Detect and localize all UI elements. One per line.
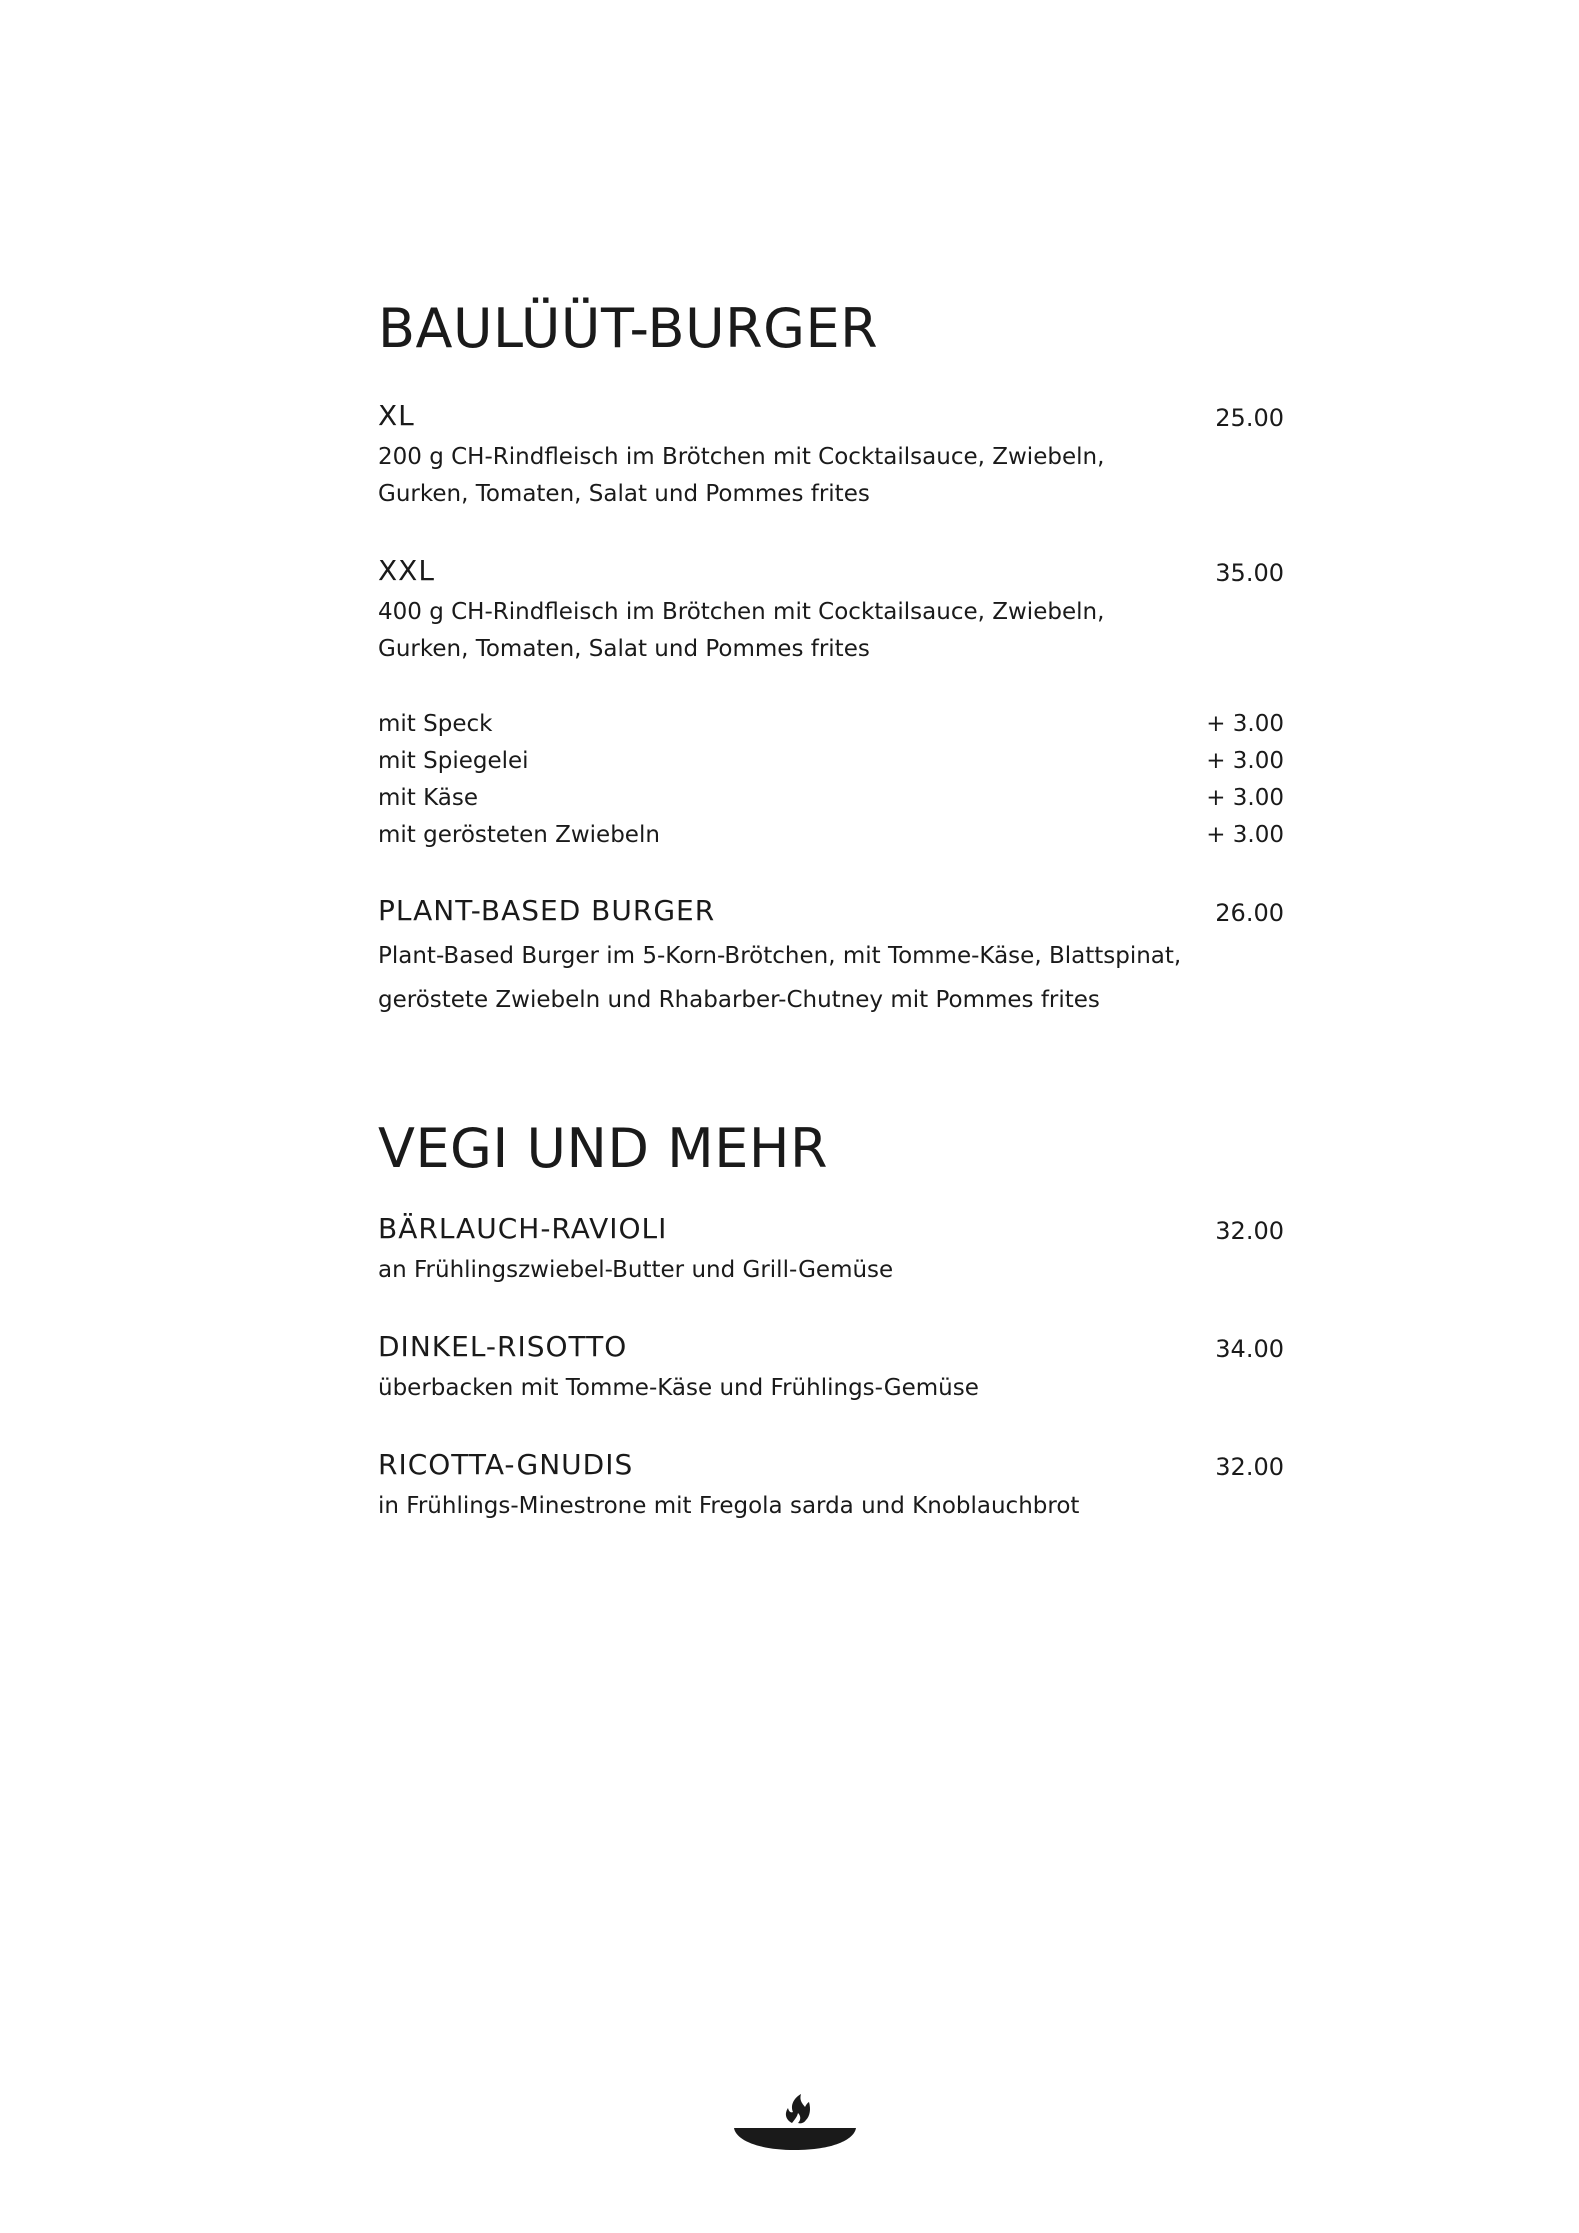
extra-name: mit Spiegelei xyxy=(378,748,529,774)
extra-option-zwiebeln xyxy=(378,824,1284,854)
item-description xyxy=(378,1488,1218,1525)
extra-price: + 3.00 xyxy=(1206,711,1284,737)
extra-option-speck xyxy=(378,713,1284,743)
item-description-line: Plant-Based Burger im 5-Korn-Brötchen, mit Tomme-Käse, Blattspinat, xyxy=(378,943,1182,969)
extra-name: mit gerösteten Zwiebeln xyxy=(378,822,660,848)
item-name: DINKEL-RISOTTO xyxy=(378,1330,628,1363)
item-name: PLANT-BASED BURGER xyxy=(378,894,716,927)
extra-price: + 3.00 xyxy=(1206,822,1284,848)
item-name: XL xyxy=(378,399,415,432)
item-description xyxy=(378,1370,1218,1407)
item-description-line: 400 g CH-Rindfleisch im Brötchen mit Cocktailsauce, Zwiebeln, xyxy=(378,599,1105,625)
extra-price: + 3.00 xyxy=(1206,785,1284,811)
item-description-line: Gurken, Tomaten, Salat und Pommes frites xyxy=(378,481,870,507)
section-title-burger: BAULÜÜT-BURGER xyxy=(378,297,879,360)
flame-shape xyxy=(786,2094,810,2123)
item-description xyxy=(378,1252,1218,1289)
extra-option-spiegelei xyxy=(378,750,1284,780)
item-description xyxy=(378,934,1218,1022)
item-description-line: in Frühlings-Minestrone mit Fregola sarda und Knoblauchbrot xyxy=(378,1493,1080,1519)
section-title-vegi: VEGI UND MEHR xyxy=(378,1117,828,1180)
item-price: 32.00 xyxy=(1215,1453,1284,1481)
item-description xyxy=(378,594,1218,668)
extra-price: + 3.00 xyxy=(1206,748,1284,774)
item-description-line: Gurken, Tomaten, Salat und Pommes frites xyxy=(378,636,870,662)
flame-bowl-icon xyxy=(732,2090,858,2154)
item-price: 32.00 xyxy=(1215,1217,1284,1245)
item-name: XXL xyxy=(378,554,435,587)
menu-page xyxy=(378,0,1284,2233)
extra-name: mit Käse xyxy=(378,785,479,811)
extra-name: mit Speck xyxy=(378,711,493,737)
bowl-shape xyxy=(734,2128,856,2150)
item-price: 26.00 xyxy=(1215,899,1284,927)
item-price: 25.00 xyxy=(1215,404,1284,432)
extra-option-kaese xyxy=(378,787,1284,817)
item-description-line: an Frühlingszwiebel-Butter und Grill-Gemüse xyxy=(378,1257,894,1283)
item-description-line: überbacken mit Tomme-Käse und Frühlings-Gemüse xyxy=(378,1375,979,1401)
item-description xyxy=(378,439,1218,513)
item-price: 35.00 xyxy=(1215,559,1284,587)
item-name: RICOTTA-GNUDIS xyxy=(378,1448,634,1481)
item-price: 34.00 xyxy=(1215,1335,1284,1363)
item-description-line: geröstete Zwiebeln und Rhabarber-Chutney mit Pommes frites xyxy=(378,987,1100,1013)
item-name: BÄRLAUCH-RAVIOLI xyxy=(378,1212,668,1245)
item-description-line: 200 g CH-Rindfleisch im Brötchen mit Cocktailsauce, Zwiebeln, xyxy=(378,444,1105,470)
